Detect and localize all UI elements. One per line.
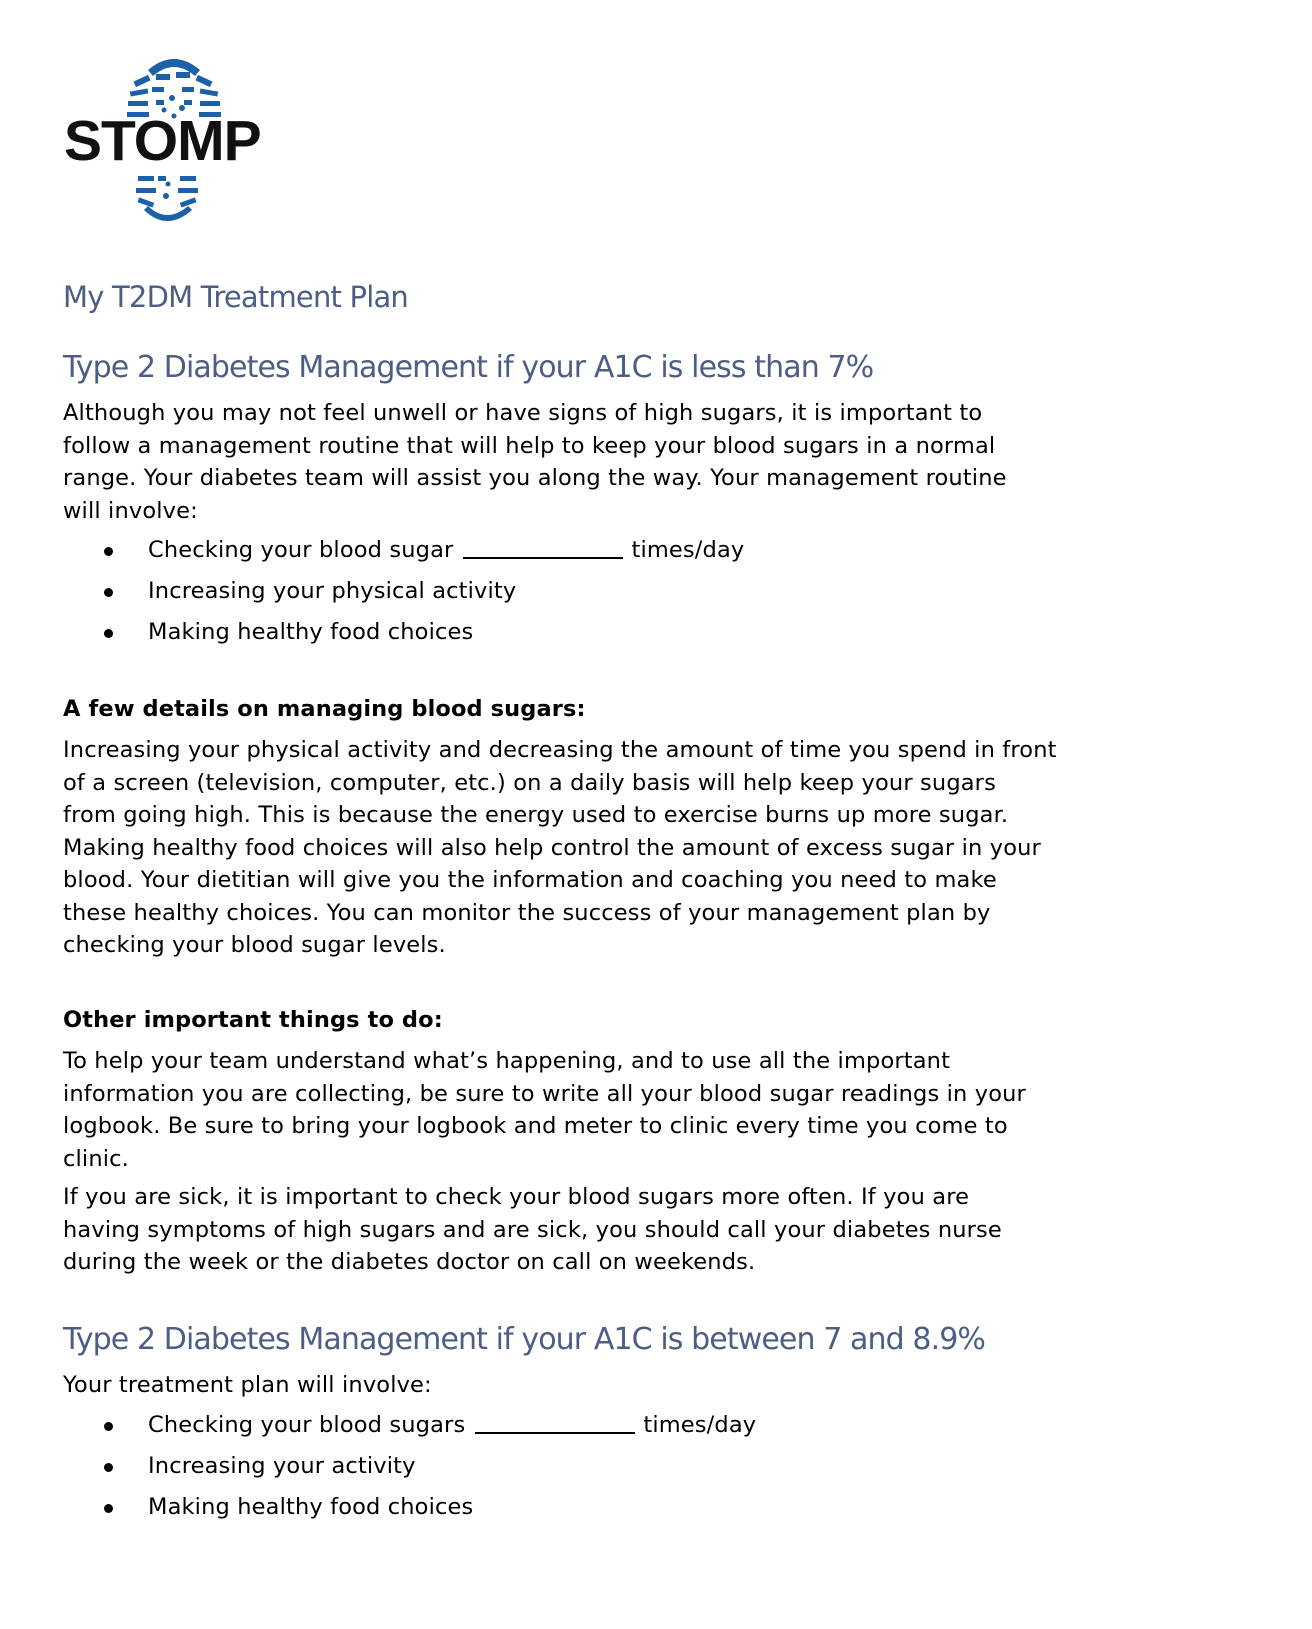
text-line: of a screen (television, computer, etc.) on a daily basis will help keep your sugars: [63, 769, 996, 796]
text-line: blood. Your dietitian will give you the information and coaching you need to make: [63, 867, 997, 893]
text-line: Although you may not feel unwell or have signs of high sugars, it is important to: [63, 400, 983, 426]
section2-intro: Your treatment plan will involve:: [63, 1372, 432, 1398]
section2-heading: Type 2 Diabetes Management if your A1C is between 7 and 8.9%: [63, 1322, 986, 1357]
other-heading: Other important things to do:: [63, 1007, 443, 1033]
other-paragraph-2: [63, 1181, 1248, 1279]
text-line: from going high. This is because the energy used to exercise burns up more sugar.: [63, 802, 1009, 828]
list-item-text: Increasing your physical activity: [148, 578, 517, 604]
footprint-icon: [64, 50, 274, 235]
text-line: these healthy choices. You can monitor the success of your management plan by: [63, 899, 991, 926]
section1-heading: Type 2 Diabetes Management if your A1C is less than 7%: [63, 350, 874, 385]
list-item-text: Making healthy food choices: [148, 619, 474, 645]
list-item-text: Checking your blood sugar: [148, 537, 454, 563]
text-line: Making healthy food choices will also help control the amount of excess sugar in your: [63, 834, 1041, 861]
times-per-day-blank[interactable]: [475, 1408, 635, 1434]
text-line: range. Your diabetes team will assist you along the way. Your management routine: [63, 465, 1007, 491]
bullet-icon: [104, 588, 113, 597]
text-line: Increasing your physical activity and decreasing the amount of time you spend in front: [63, 737, 1057, 763]
other-paragraph-1: [63, 1045, 1248, 1175]
text-line: having symptoms of high sugars and are sick, you should call your diabetes nurse: [63, 1216, 1002, 1243]
stomp-logo: [64, 50, 274, 235]
page-title: My T2DM Treatment Plan: [63, 280, 409, 314]
times-per-day-blank[interactable]: [463, 533, 623, 559]
text-line: logbook. Be sure to bring your logbook and meter to clinic every time you come to: [63, 1113, 1008, 1139]
list-item-text: Making healthy food choices: [148, 1494, 474, 1520]
text-line: will involve:: [63, 497, 198, 524]
text-line: If you are sick, it is important to check your blood sugars more often. If you are: [63, 1184, 970, 1210]
list-item-text: Checking your blood sugars: [148, 1412, 466, 1438]
text-line: checking your blood sugar levels.: [63, 932, 446, 958]
bullet-icon: [104, 547, 113, 556]
bullet-icon: [104, 1463, 113, 1472]
bullet-icon: [104, 1422, 113, 1431]
text-line: during the week or the diabetes doctor on call on weekends.: [63, 1249, 756, 1275]
bullet-icon: [104, 1504, 113, 1513]
text-line: To help your team understand what’s happening, and to use all the important: [63, 1048, 951, 1074]
text-line: follow a management routine that will help to keep your blood sugars in a normal: [63, 432, 996, 459]
bullet-icon: [104, 629, 113, 638]
text-line: information you are collecting, be sure to write all your blood sugar readings in your: [63, 1080, 1026, 1107]
details-heading: A few details on managing blood sugars:: [63, 696, 586, 722]
list-item-text: Increasing your activity: [148, 1453, 416, 1479]
list-item-suffix: times/day: [631, 537, 745, 563]
logo-wordmark: STOMP: [64, 109, 261, 173]
text-line: clinic.: [63, 1145, 129, 1172]
section1-intro: [63, 397, 1248, 527]
details-paragraph: [63, 734, 1248, 962]
list-item-suffix: times/day: [643, 1412, 757, 1438]
